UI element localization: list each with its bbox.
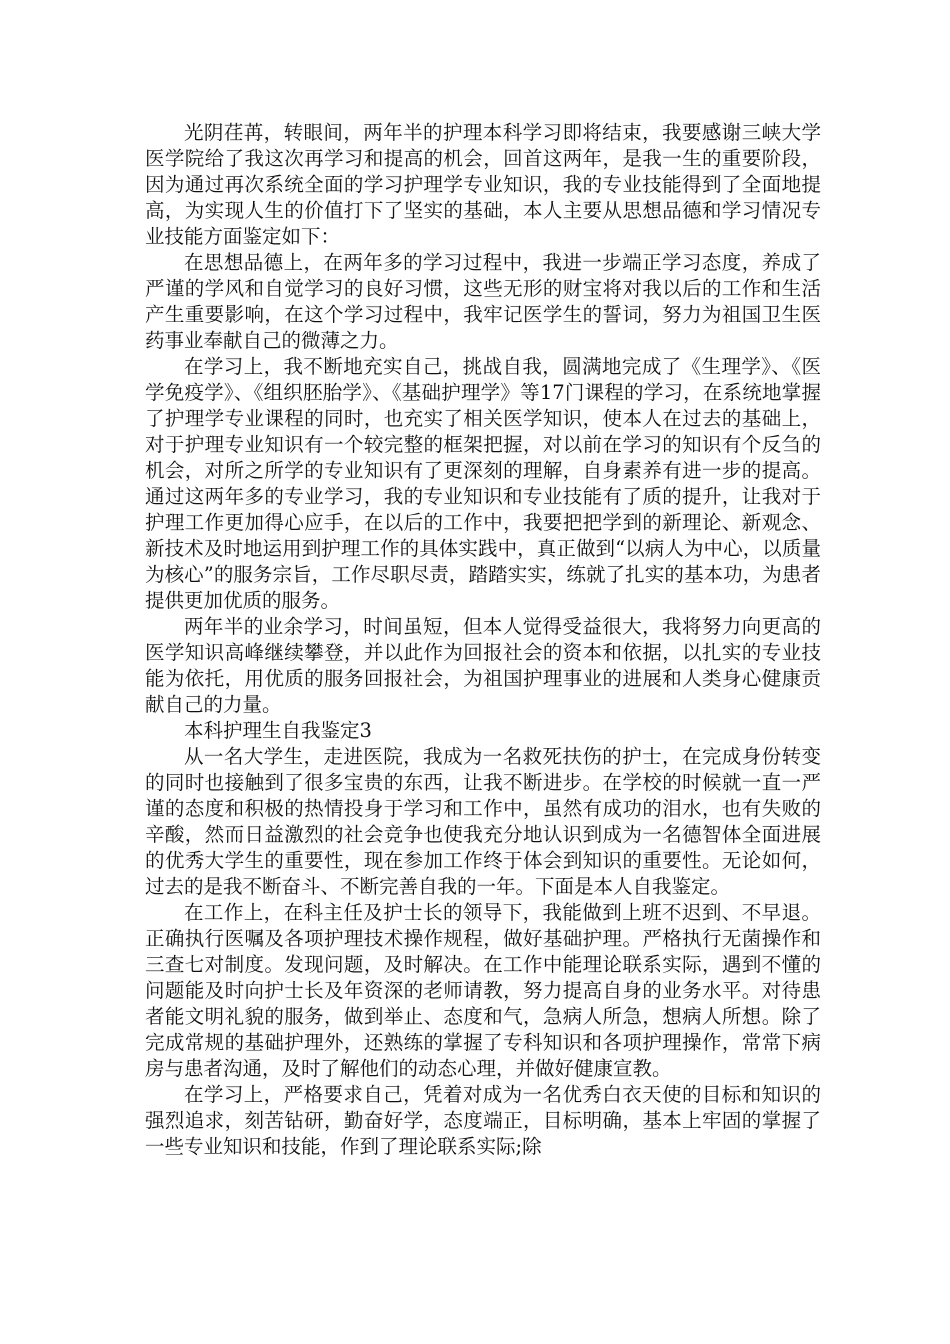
paragraph: 在思想品德上，在两年多的学习过程中，我进一步端正学习态度，养成了严谨的学风和自觉学习的良好习惯，这些无形的财宝将对我以后的工作和生活产生重要影响，在这个学习过程中，我牢记医学生的誓词，努力为祖国卫生医药事业奉献自己的微薄之力。 <box>145 251 821 352</box>
paragraph: 在学习上，严格要求自己，凭着对成为一名优秀白衣天使的目标和知识的强烈追求，刻苦钻研，勤奋好学，态度端正，目标明确，基本上牢固的掌握了一些专业知识和技能，作到了理论联系实际;除 <box>145 1083 821 1158</box>
paragraph: 光阴荏苒，转眼间，两年半的护理本科学习即将结束，我要感谢三峡大学医学院给了我这次再学习和提高的机会，回首这两年，是我一生的重要阶段，因为通过再次系统全面的学习护理学专业知识，我的专业技能得到了全面地提高，为实现人生的价值打下了坚实的基础，本人主要从思想品德和学习情况专业技能方面鉴定如下： <box>145 121 821 248</box>
paragraph: 从一名大学生，走进医院，我成为一名救死扶伤的护士，在完成身份转变的同时也接触到了很多宝贵的东西，让我不断进步。在学校的时候就一直一严谨的态度和积极的热情投身于学习和工作中，虽然有成功的泪水，也有失败的辛酸，然而日益激烈的社会竞争也使我充分地认识到成为一名德智体全面进展的优秀大学生的重要性，现在参加工作终于体会到知识的重要性。无论如何，过去的是我不断奋斗、不断完善自我的一年。下面是本人自我鉴定。 <box>145 745 821 898</box>
section-heading: 本科护理生自我鉴定3 <box>184 719 372 742</box>
paragraph: 两年半的业余学习，时间虽短，但本人觉得受益很大，我将努力向更高的医学知识高峰继续攀登，并以此作为回报社会的资本和依据，以扎实的专业技能为依托，用优质的服务回报社会，为祖国护理事业的进展和人类身心健康贡献自己的力量。 <box>145 615 821 716</box>
document-page <box>145 120 821 1160</box>
paragraph: 在工作上，在科主任及护士长的领导下，我能做到上班不迟到、不早退。正确执行医嘱及各项护理技术操作规程，做好基础护理。严格执行无菌操作和三查七对制度。发现问题，及时解决。在工作中能理论联系实际，遇到不懂的问题能及时向护士长及年资深的老师请教，努力提高自身的业务水平。对待患者能文明礼貌的服务，做到举止、态度和气，急病人所急，想病人所想。除了完成常规的基础护理外，还熟练的掌握了专科知识和各项护理操作，常常下病房与患者沟通，及时了解他们的动态心理，并做好健康宣教。 <box>145 901 821 1080</box>
paragraph: 在学习上，我不断地充实自己，挑战自我，圆满地完成了《生理学》、《医学免疫学》、《组织胚胎学》、《基础护理学》等17门课程的学习，在系统地掌握了护理学专业课程的同时，也充实了相关医学知识，使本人在过去的基础上，对于护理专业知识有一个较完整的框架把握，对以前在学习的知识有个反刍的机会，对所之所学的专业知识有了更深刻的理解，自身素养有进一步的提高。通过这两年多的专业学习，我的专业知识和专业技能有了质的提升，让我对于护理工作更加得心应手，在以后的工作中，我要把把学到的新理论、新观念、新技术及时地运用到护理工作的具体实践中，真正做到“以病人为中心，以质量为核心”的服务宗旨，工作尽职尽责，踏踏实实，练就了扎实的基本功，为患者提供更加优质的服务。 <box>145 355 821 612</box>
